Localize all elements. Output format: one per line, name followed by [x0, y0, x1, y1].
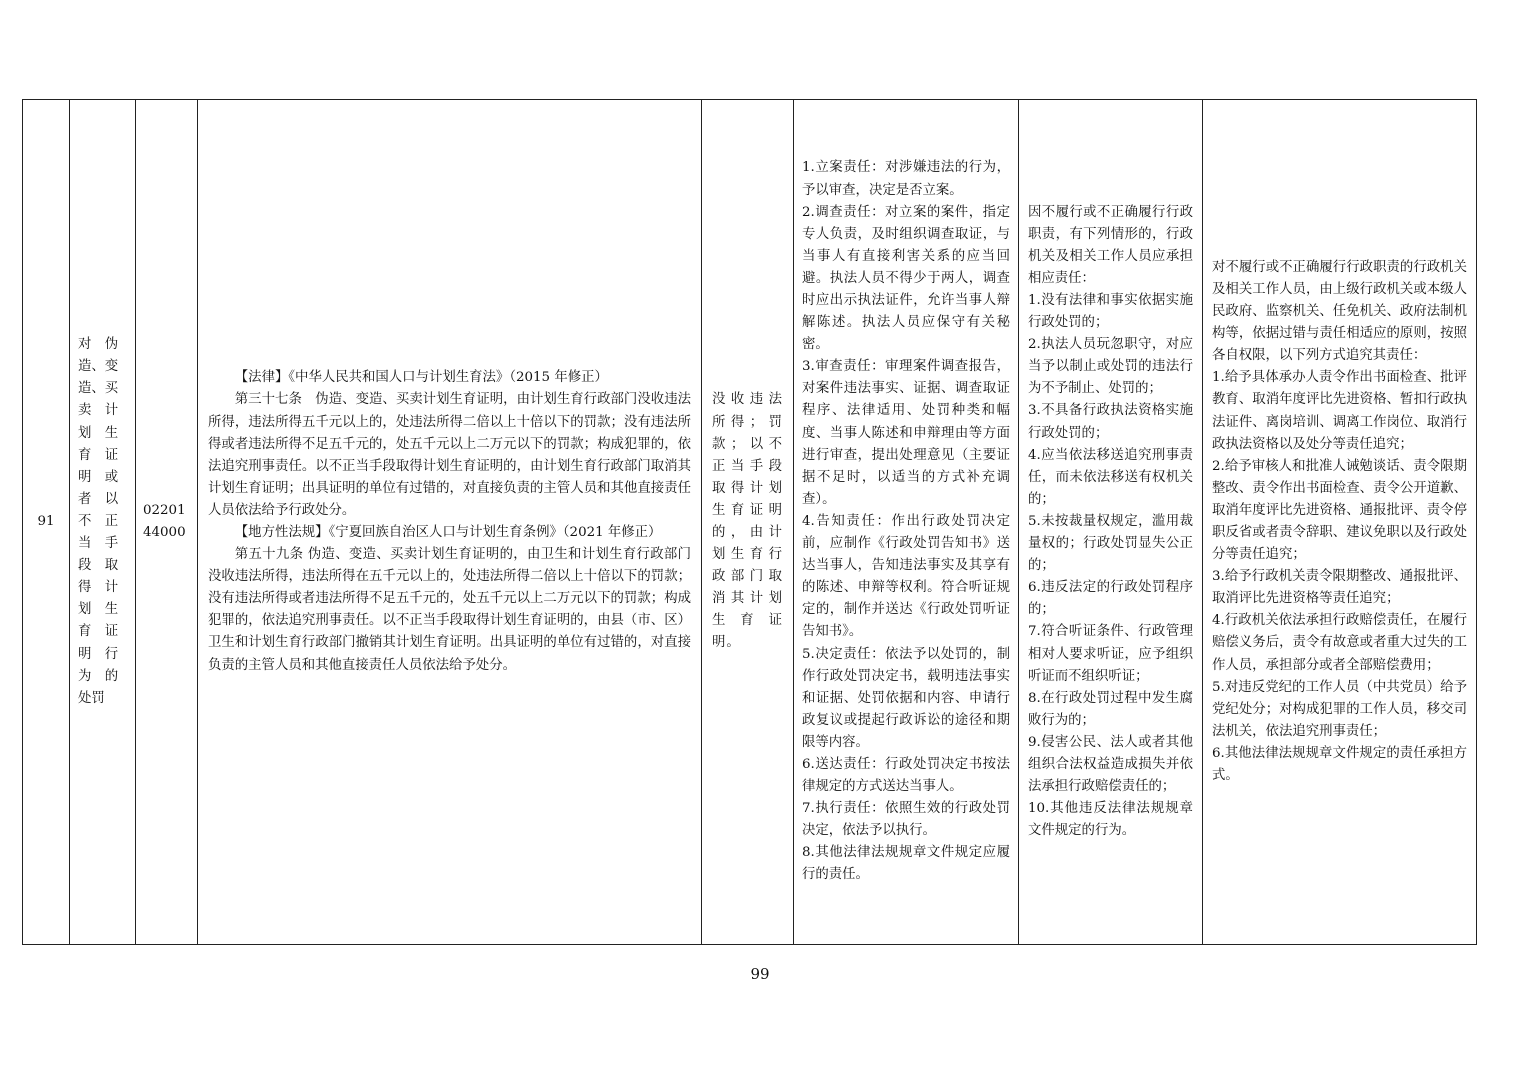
- legal-basis: [198, 100, 702, 945]
- responsibility-item: 3.审查责任：审理案件调查报告，对案件违法事实、证据、调查取证程序、法律适用、处罚种类和幅度、当事人陈述和申辩理由等方面进行审查，提出处理意见（主要证据不足时，以适当的方式补充调查）。: [802, 359, 1010, 507]
- table-row: [23, 100, 1477, 945]
- accountability-item: 5.对违反党纪的工作人员（中共党员）给予党纪处分；对构成犯罪的工作人员，移交司法机关，依法追究刑事责任；: [1212, 679, 1467, 739]
- item-name-line: 造、买: [78, 381, 119, 397]
- penalty-type-text: 没收违法所得；罚款；以不正当手段取得计划生育证明的，由计划生育行政部门取消其计划生育证明。: [712, 392, 783, 651]
- liability-condition: 8.在行政处罚过程中发生腐败行为的；: [1028, 690, 1193, 728]
- liability-condition: 7.符合听证条件、行政管理相对人要求听证，应予组织听证而不组织听证；: [1028, 624, 1193, 684]
- accountability-item: 1.给予具体承办人责令作出书面检查、批评教育、取消年度评比先进资格、暂扣行政执法证件、离岗培训、调离工作岗位、取消行政执法资格以及处分等责任追究；: [1212, 370, 1467, 452]
- responsibility-item: 8.其他法律法规规章文件规定应履行的责任。: [802, 845, 1010, 883]
- item-name-line: 育 证: [78, 624, 119, 640]
- penalty-type: [702, 100, 794, 945]
- responsibility-item: 4.告知责任：作出行政处罚决定前，应制作《行政处罚告知书》送达当事人，告知违法事实及其享有的陈述、申辩等权利。符合听证规定的，制作并送达《行政处罚听证告知书》。: [802, 513, 1010, 640]
- liability-condition: 9.侵害公民、法人或者其他组织合法权益造成损失并依法承担行政赔偿责任的；: [1028, 734, 1193, 795]
- item-name-line: 划 生: [78, 425, 119, 441]
- item-code-line: 02201: [143, 502, 186, 518]
- item-name: [70, 100, 136, 945]
- liability-condition: 5.未按裁量权规定，滥用裁量权的；行政处罚显失公正的；: [1028, 513, 1193, 574]
- liability-condition: 1.没有法律和事实依据实施行政处罚的；: [1028, 293, 1193, 331]
- liability-condition: 6.违反法定的行政处罚程序的；: [1028, 580, 1193, 618]
- responsibility-item: 6.送达责任：行政处罚决定书按法律规定的方式送达当事人。: [802, 756, 1010, 795]
- liability-condition: 3.不具备行政执法资格实施行政处罚的；: [1028, 403, 1193, 441]
- item-name-line: 段 取: [78, 558, 119, 574]
- item-name-line: 为 的: [78, 668, 119, 684]
- item-name-line: 育 证: [78, 447, 119, 463]
- liability-conditions: [1019, 100, 1203, 945]
- item-name-line: 不 正: [78, 513, 119, 529]
- responsibility-items: [794, 100, 1019, 945]
- item-name-line: 卖 计: [78, 403, 119, 419]
- liability-condition: 2.执法人员玩忽职守，对应当予以制止或处罚的违法行为不予制止、处罚的；: [1028, 337, 1193, 397]
- responsibility-item: 7.执行责任：依照生效的行政处罚决定，依法予以执行。: [802, 801, 1010, 839]
- accountability-item: 2.给予审核人和批准人诫勉谈话、责令限期整改、责令作出书面检查、责令公开道歉、取消年度评比先进资格、通报批评、责令停职反省或者责令辞职、建议免职以及行政处分等责任追究；: [1212, 458, 1467, 563]
- item-code: [136, 100, 198, 945]
- liability-condition: 10.其他违反法律法规规章文件规定的行为。: [1028, 801, 1193, 839]
- item-name-line: 者 以: [78, 491, 119, 507]
- liability-condition: 4.应当依法移送追究刑事责任，而未依法移送有权机关的；: [1028, 447, 1193, 507]
- item-name-line: 得 计: [78, 580, 119, 596]
- item-number-text: 91: [37, 513, 55, 529]
- legal-basis-paragraph: 【法律】《中华人民共和国人口与计划生育法》（2015 年修正）: [234, 370, 608, 386]
- accountability-item: 3.给予行政机关责令限期整改、通报批评、取消评比先进资格等责任追究；: [1212, 569, 1467, 607]
- item-name-line: 对 伪: [78, 337, 119, 353]
- responsibility-item: 2.调查责任：对立案的案件，指定专人负责，及时组织调查取证，与当事人有直接利害关系的应当回避。执法人员不得少于两人，调查时应出示执法证件，允许当事人辩解陈述。执法人员应保守有关秘密。: [802, 204, 1010, 353]
- item-number: [23, 100, 70, 945]
- accountability-item: 4.行政机关依法承担行政赔偿责任，在履行赔偿义务后，责令有故意或者重大过失的工作人员，承担部分或者全部赔偿费用；: [1212, 613, 1467, 673]
- accountability-methods: [1203, 100, 1477, 945]
- responsibility-item: 1.立案责任：对涉嫌违法的行为，予以审查，决定是否立案。: [802, 160, 1010, 198]
- liability-condition: 因不履行或不正确履行行政职责，有下列情形的，行政机关及相关工作人员应承担相应责任：: [1028, 204, 1193, 286]
- responsibility-item: 5.决定责任：依法予以处罚的，制作行政处罚决定书，载明违法事实和证据、处罚依据和内容、申请行政复议或提起行政诉讼的途径和期限等内容。: [802, 646, 1010, 750]
- accountability-item: 6.其他法律法规规章文件规定的责任承担方式。: [1212, 745, 1467, 784]
- item-name-line: 划 生: [78, 602, 119, 618]
- legal-basis-paragraph: 【地方性法规】《宁夏回族自治区人口与计划生育条例》（2021 年修正）: [234, 525, 662, 540]
- item-name-line: 当 手: [78, 536, 119, 552]
- power-list-table: [22, 99, 1477, 945]
- item-code-line: 44000: [143, 525, 186, 540]
- item-name-line: 明 或: [78, 469, 119, 485]
- page-number: 99: [750, 965, 770, 983]
- item-name-line: 处罚: [78, 690, 105, 706]
- accountability-item: 对不履行或不正确履行行政职责的行政机关及相关工作人员，由上级行政机关或本级人民政府、监察机关、任免机关、政府法制机构等，依据过错与责任相适应的原则，按照各自权限，以下列方式追究其责任：: [1212, 259, 1467, 364]
- item-name-line: 造、变: [78, 359, 119, 375]
- legal-basis-paragraph: 第三十七条 伪造、变造、买卖计划生育证明，由计划生育行政部门没收违法所得，违法所得五千元以上的，处违法所得二倍以上十倍以下的罚款；没有违法所得或者违法所得不足五千元的，处五千元以上二万元以下的罚款；构成犯罪的，依法追究刑事责任。以不正当手段取得计划生育证明的，由计划生育行政部门取消其计划生育证明；出具证明的单位有过错的，对直接负责的主管人员和其他直接责任人员依法给予行政处分。: [208, 392, 691, 518]
- legal-basis-paragraph: 第五十九条 伪造、变造、买卖计划生育证明的，由卫生和计划生育行政部门没收违法所得，违法所得在五千元以上的，处违法所得二倍以上十倍以下的罚款；没有违法所得或者违法所得不足五千元的，处五千元以上二万元以下的罚款；构成犯罪的，依法追究刑事责任。以不正当手段取得计划生育证明的，由县（市、区）卫生和计划生育行政部门撤销其计划生育证明。出具证明的单位有过错的，对直接负责的主管人员和其他直接责任人员依法给予处分。: [208, 547, 691, 673]
- item-name-line: 明 行: [78, 646, 119, 662]
